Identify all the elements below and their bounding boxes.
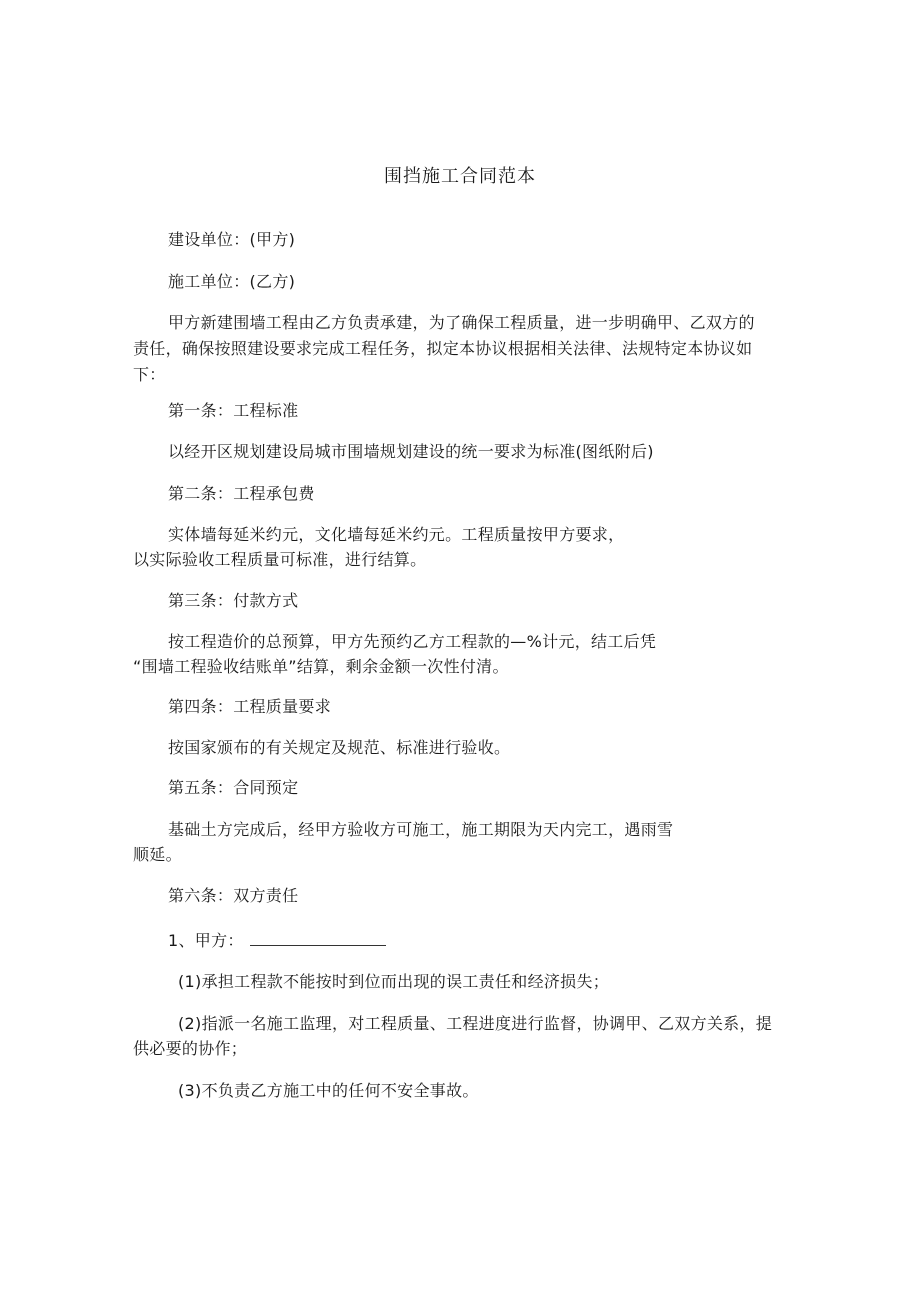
intro-line-3: 下：	[133, 365, 166, 384]
party-a-line: 建设单位：(甲方)	[168, 230, 296, 249]
article-3-body-line-2: “围墙工程验收结账单”结算，剩余金额一次性付清。	[133, 657, 509, 676]
duty-item-3: (3)不负责乙方施工中的任何不安全事故。	[178, 1081, 479, 1100]
article-4-body: 按国家颁布的有关规定及规范、标准进行验收。	[168, 738, 511, 757]
article-2-body-line-2: 以实际验收工程质量可标准，进行结算。	[133, 550, 427, 569]
article-1-heading: 第一条：工程标准	[168, 401, 299, 420]
party-a-duties-label: 1、甲方：	[168, 931, 244, 950]
article-5-body-line-1: 基础土方完成后，经甲方验收方可施工，施工期限为天内完工，遇雨雪	[168, 820, 674, 839]
document-title: 围挡施工合同范本	[384, 166, 536, 187]
intro-line-2: 责任，确保按照建设要求完成工程任务，拟定本协议根据相关法律、法规特定本协议如	[133, 339, 753, 358]
article-3-heading: 第三条：付款方式	[168, 591, 299, 610]
duty-item-2-line-1: (2)指派一名施工监理，对工程质量、工程进度进行监督，协调甲、乙双方关系，提	[178, 1014, 773, 1033]
intro-line-1: 甲方新建围墙工程由乙方负责承建，为了确保工程质量，进一步明确甲、乙双方的	[168, 313, 755, 332]
article-4-heading: 第四条：工程质量要求	[168, 697, 332, 716]
article-6-heading: 第六条：双方责任	[168, 886, 299, 905]
article-1-body: 以经开区规划建设局城市围墙规划建设的统一要求为标准(图纸附后)	[168, 442, 654, 461]
party-b-line: 施工单位：(乙方)	[168, 272, 296, 291]
duty-item-1: (1)承担工程款不能按时到位而出现的误工责任和经济损失；	[178, 972, 610, 991]
article-3-body-line-1: 按工程造价的总预算，甲方先预约乙方工程款的—%计元，结工后凭	[168, 632, 657, 651]
article-2-heading: 第二条：工程承包费	[168, 484, 315, 503]
article-5-body-line-2: 顺延。	[133, 845, 182, 864]
article-5-heading: 第五条：合同预定	[168, 778, 299, 797]
duty-item-2-line-2: 供必要的协作；	[133, 1039, 248, 1058]
fill-in-blank-line	[250, 931, 386, 946]
party-a-duties-label-row	[168, 931, 386, 951]
article-2-body-line-1: 实体墙每延米约元，文化墙每延米约元。工程质量按甲方要求，	[168, 525, 625, 544]
